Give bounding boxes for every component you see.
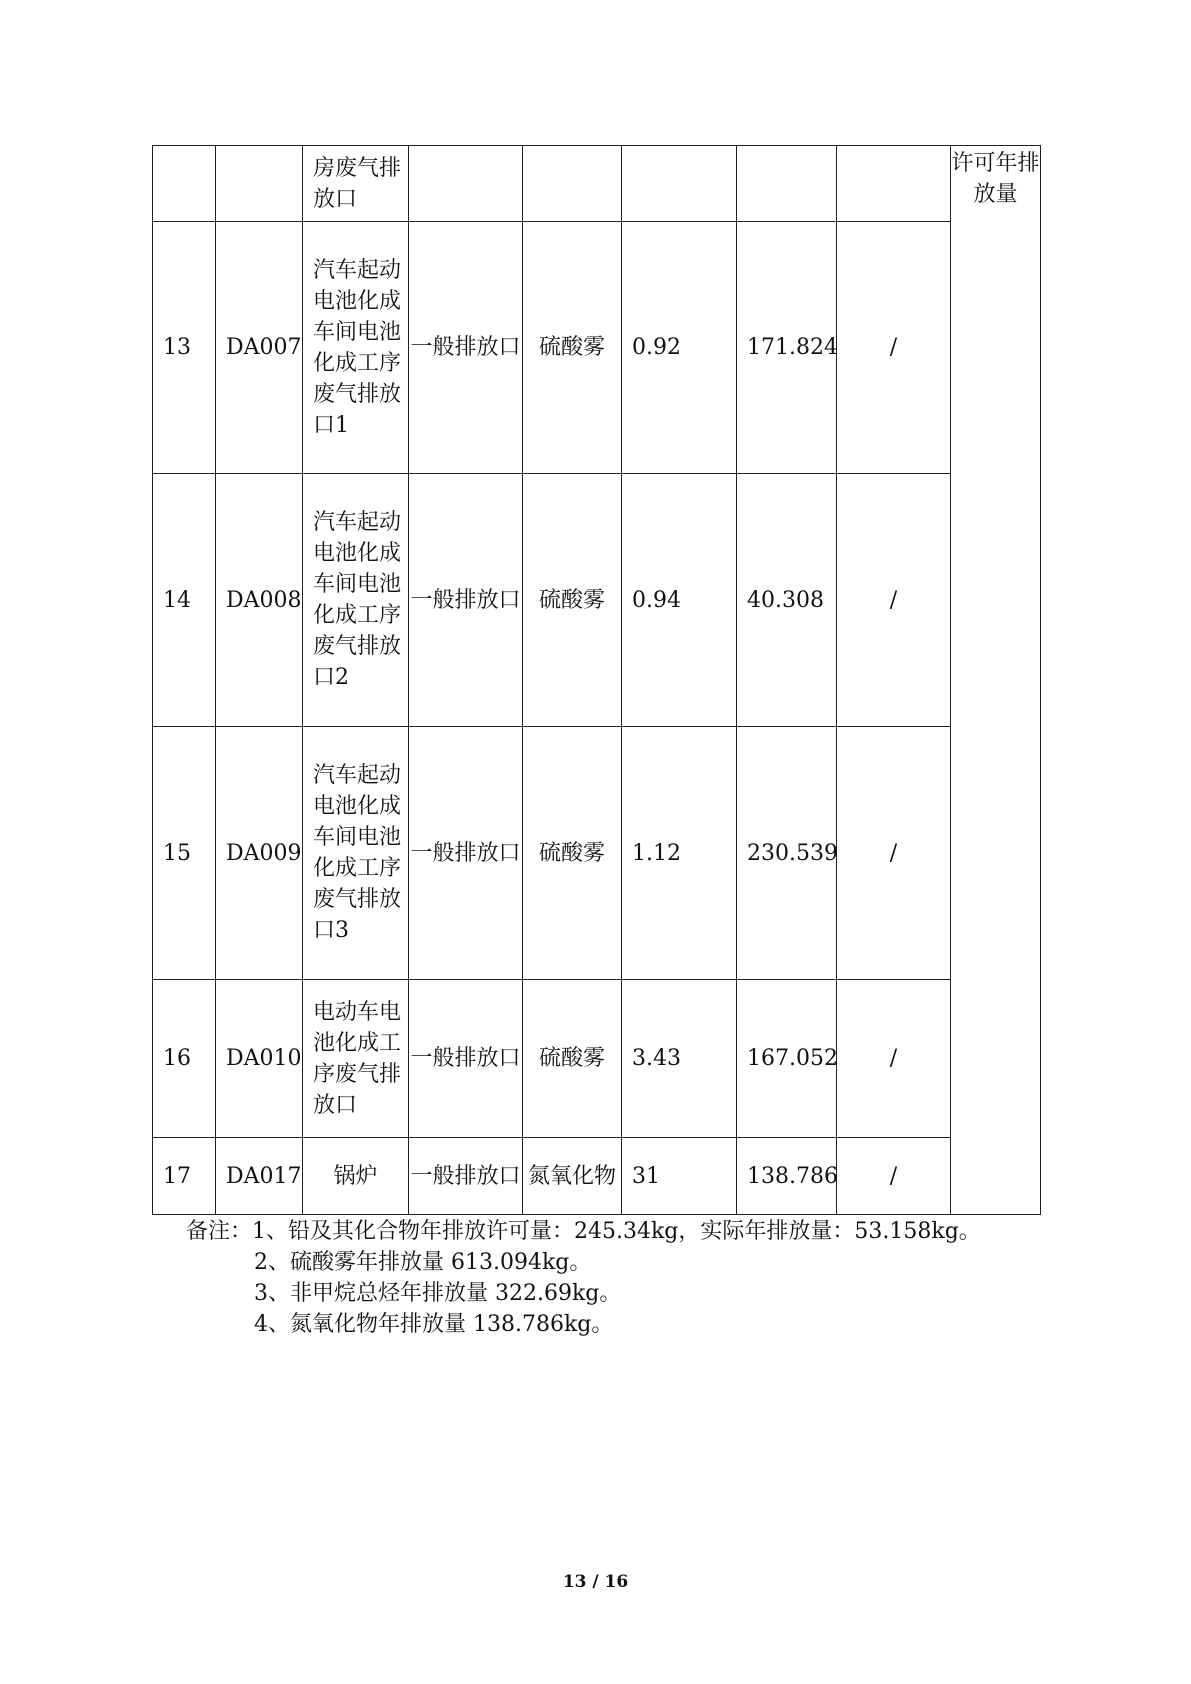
- emission-amount-cell: 167.052: [737, 980, 837, 1138]
- page-number: 13 / 16: [562, 1572, 629, 1592]
- row-number-cell: 16: [153, 980, 216, 1138]
- table-row: [153, 1138, 1041, 1215]
- outlet-type-cell: 一般排放口: [409, 727, 523, 980]
- pollutant-cell: 硫酸雾: [523, 222, 622, 474]
- table-row: [153, 222, 1041, 474]
- concentration-cell: 0.92: [622, 222, 737, 474]
- outlet-name-cell: 汽车起动电池化成车间电池化成工序废气排放口2: [303, 474, 409, 727]
- table-row: [153, 727, 1041, 980]
- table-row: [153, 146, 1041, 222]
- outlet-name-cell: 锅炉: [303, 1138, 409, 1215]
- row-number-cell: 17: [153, 1138, 216, 1215]
- outlet-name-cell: 汽车起动电池化成车间电池化成工序废气排放口3: [303, 727, 409, 980]
- limit-cell: /: [837, 727, 951, 980]
- emission-table: [152, 145, 1041, 1215]
- limit-cell: /: [837, 1138, 951, 1215]
- concentration-cell: 0.94: [622, 474, 737, 727]
- outlet-code-cell: DA007: [216, 222, 303, 474]
- outlet-type-cell: 一般排放口: [409, 222, 523, 474]
- concentration-cell: 31: [622, 1138, 737, 1215]
- limit-cell: /: [837, 222, 951, 474]
- outlet-name-cell: 汽车起动电池化成车间电池化成工序废气排放口1: [303, 222, 409, 474]
- emission-amount-cell: 230.539: [737, 727, 837, 980]
- remark-cell: 许可年排放量: [951, 146, 1041, 1215]
- note-line: 2、硫酸雾年排放量 613.094kg。: [254, 1250, 592, 1275]
- row-number-cell: 15: [153, 727, 216, 980]
- outlet-type-cell: 一般排放口: [409, 474, 523, 727]
- outlet-name-cell: 房废气排放口: [303, 146, 409, 222]
- note-line: 4、氮氧化物年排放量 138.786kg。: [254, 1312, 614, 1337]
- concentration-cell: 3.43: [622, 980, 737, 1138]
- outlet-code-cell: DA017: [216, 1138, 303, 1215]
- outlet-code-cell: DA010: [216, 980, 303, 1138]
- pollutant-cell: 硫酸雾: [523, 474, 622, 727]
- pollutant-cell: 硫酸雾: [523, 980, 622, 1138]
- note-line: 3、非甲烷总烃年排放量 322.69kg。: [254, 1281, 622, 1306]
- row-number-cell: 14: [153, 474, 216, 727]
- limit-cell: /: [837, 474, 951, 727]
- emission-amount-cell: 138.786: [737, 1138, 837, 1215]
- concentration-cell: 1.12: [622, 727, 737, 980]
- row-number-cell: 13: [153, 222, 216, 474]
- note-line: 备注：1、铅及其化合物年排放许可量：245.34kg，实际年排放量：53.158kg。: [186, 1219, 981, 1244]
- pollutant-cell: 硫酸雾: [523, 727, 622, 980]
- outlet-name-cell: 电动车电池化成工序废气排放口: [303, 980, 409, 1138]
- emission-amount-cell: 171.824: [737, 222, 837, 474]
- pollutant-cell: 氮氧化物: [523, 1138, 622, 1215]
- table-row: [153, 980, 1041, 1138]
- remarks-notes: [186, 1216, 981, 1340]
- outlet-type-cell: 一般排放口: [409, 1138, 523, 1215]
- limit-cell: /: [837, 980, 951, 1138]
- outlet-code-cell: DA009: [216, 727, 303, 980]
- outlet-code-cell: DA008: [216, 474, 303, 727]
- table-row: [153, 474, 1041, 727]
- emission-amount-cell: 40.308: [737, 474, 837, 727]
- outlet-type-cell: 一般排放口: [409, 980, 523, 1138]
